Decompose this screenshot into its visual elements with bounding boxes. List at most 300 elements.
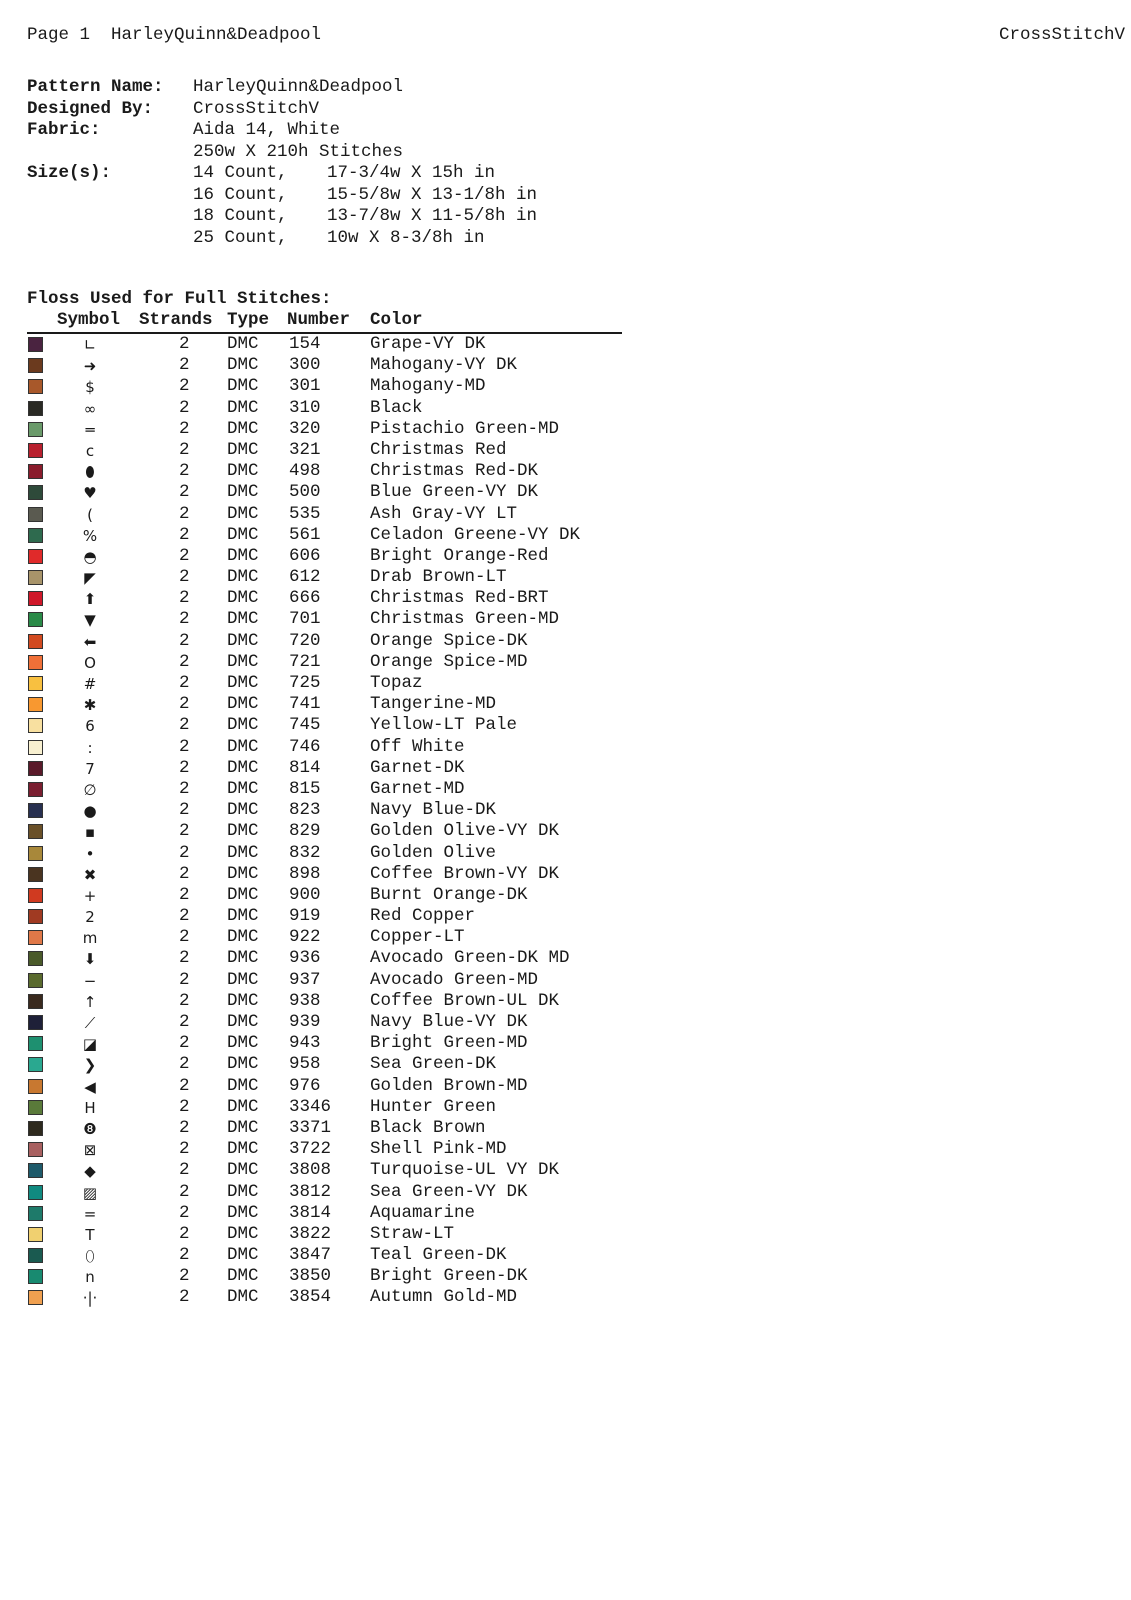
color-swatch [28,782,43,797]
header-symbol: Symbol [57,310,121,330]
table-row [27,567,622,588]
type-cell: DMC [227,757,259,778]
type-cell: DMC [227,524,259,545]
designed-by-value: CrossStitchV [193,98,320,119]
color-swatch [28,507,43,522]
strands-cell: 2 [179,673,190,693]
number-cell: 938 [289,990,321,1011]
symbol-glyph: − [83,971,97,990]
symbol-glyph: = [83,1204,97,1223]
table-row [27,1118,622,1139]
header-designer: CrossStitchV [999,25,1126,45]
color-name-cell: Mahogany-VY DK [370,355,518,376]
color-name-cell: Red Copper [370,906,476,927]
table-row [27,991,622,1012]
type-cell: DMC [227,778,259,799]
symbol-glyph: + [83,886,97,905]
table-row [27,673,622,694]
type-cell: DMC [227,673,259,693]
color-swatch [28,740,43,755]
strands-cell: 2 [179,1223,190,1244]
number-cell: 936 [289,948,321,969]
strands-cell: 2 [179,376,190,397]
type-cell: DMC [227,1287,259,1308]
color-name-cell: Copper-LT [370,927,465,948]
type-cell: DMC [227,567,259,588]
number-cell: 900 [289,884,321,905]
symbol-glyph: ◀ [84,1077,96,1096]
color-name-cell: Sea Green-DK [370,1054,497,1075]
color-name-cell: Bright Green-DK [370,1266,528,1287]
size-dimension: 10w X 8-3/8h in [327,227,485,248]
table-row [27,504,622,525]
type-cell: DMC [227,1075,259,1096]
symbol-glyph: ✱ [83,696,97,715]
table-row [27,694,622,715]
symbol-glyph: ● [83,802,97,821]
type-cell: DMC [227,990,259,1011]
symbol-glyph: ▪ [84,823,96,842]
color-swatch [28,401,43,416]
floss-table [27,310,622,1309]
type-cell: DMC [227,842,259,863]
type-cell: DMC [227,821,259,842]
color-swatch [28,994,43,1009]
strands-cell: 2 [179,567,190,588]
color-swatch [28,867,43,882]
size-count: 14 Count, [193,163,288,183]
color-name-cell: Drab Brown-LT [370,567,507,588]
color-name-cell: Navy Blue-DK [370,800,497,821]
type-cell: DMC [227,1117,259,1138]
strands-cell: 2 [179,1160,190,1181]
number-cell: 939 [289,1012,321,1032]
symbol-glyph: H [84,1098,96,1117]
color-swatch [28,888,43,903]
type-cell: DMC [227,355,259,376]
symbol-glyph: ◓ [83,547,97,566]
symbol-glyph: ◤ [84,569,96,588]
table-row [27,906,622,927]
number-cell: 300 [289,355,321,376]
color-swatch [28,697,43,712]
color-name-cell: Avocado Green-DK MD [370,948,570,969]
color-swatch [28,676,43,691]
number-cell: 320 [289,418,321,439]
color-swatch [28,1206,43,1221]
strands-cell: 2 [179,1054,190,1075]
table-row [27,525,622,546]
header-strands: Strands [139,310,213,330]
size-count: 18 Count, [193,206,288,226]
table-row [27,461,622,482]
strands-cell: 2 [179,736,190,757]
symbol-glyph: ◪ [82,1035,98,1054]
type-cell: DMC [227,1160,259,1181]
color-name-cell: Burnt Orange-DK [370,884,528,905]
number-cell: 815 [289,778,321,799]
color-name-cell: Orange Spice-MD [370,651,528,672]
strands-cell: 2 [179,948,190,969]
table-row [27,1182,622,1203]
strands-cell: 2 [179,609,190,630]
type-cell: DMC [227,927,259,948]
color-name-cell: Ash Gray-VY LT [370,503,518,524]
number-cell: 725 [289,673,321,693]
color-name-cell: Golden Olive [370,842,497,863]
symbol-glyph: ·|· [82,1289,98,1308]
pattern-name-label: Pattern Name: [27,77,164,97]
number-cell: 154 [289,334,321,354]
type-cell: DMC [227,906,259,927]
table-row [27,1139,622,1160]
table-row [27,1160,622,1181]
table-row [27,843,622,864]
color-swatch [28,1121,43,1136]
strands-cell: 2 [179,863,190,884]
strands-cell: 2 [179,503,190,524]
type-cell: DMC [227,715,259,736]
type-cell: DMC [227,884,259,905]
table-row [27,355,622,376]
color-name-cell: Sea Green-VY DK [370,1181,528,1202]
strands-cell: 2 [179,1181,190,1202]
color-name-cell: Off White [370,736,465,757]
type-cell: DMC [227,439,259,460]
size-dimension: 15-5/8w X 13-1/8h in [327,184,538,205]
type-cell: DMC [227,461,259,482]
table-row [27,821,622,842]
strands-cell: 2 [179,651,190,672]
strands-cell: 2 [179,461,190,482]
number-cell: 500 [289,482,321,503]
floss-rows [27,334,622,1309]
color-name-cell: Hunter Green [370,1096,497,1117]
symbol-glyph: ∅ [83,780,97,799]
color-name-cell: Golden Brown-MD [370,1075,528,1096]
number-cell: 3850 [289,1266,332,1287]
type-cell: DMC [227,1012,259,1032]
color-name-cell: Aquamarine [370,1202,476,1223]
number-cell: 721 [289,651,321,672]
color-swatch [28,591,43,606]
symbol-glyph: ♥ [83,484,97,503]
color-swatch [28,1079,43,1094]
table-row [27,715,622,736]
color-name-cell: Shell Pink-MD [370,1139,507,1160]
number-cell: 943 [289,1033,321,1054]
fabric-label: Fabric: [27,120,101,140]
color-name-cell: Grape-VY DK [370,334,486,354]
symbol-glyph: ∟ [83,336,97,354]
color-swatch [28,549,43,564]
number-cell: 919 [289,906,321,927]
table-row [27,885,622,906]
number-cell: 310 [289,397,321,418]
symbol-glyph: O [84,653,96,672]
symbol-glyph: ➜ [83,357,97,376]
type-cell: DMC [227,1139,259,1160]
type-cell: DMC [227,1054,259,1075]
table-row [27,440,622,461]
color-swatch [28,1036,43,1051]
symbol-glyph: % [82,526,98,545]
color-name-cell: Christmas Red [370,439,507,460]
number-cell: 3722 [289,1139,332,1160]
table-row [27,1033,622,1054]
symbol-glyph: ▨ [82,1183,98,1202]
number-cell: 746 [289,736,321,757]
symbol-glyph: • [85,844,95,863]
color-name-cell: Tangerine-MD [370,694,497,715]
number-cell: 3847 [289,1245,332,1266]
color-name-cell: Celadon Greene-VY DK [370,524,581,545]
color-name-cell: Yellow-LT Pale [370,715,518,736]
strands-cell: 2 [179,545,190,566]
strands-cell: 2 [179,1117,190,1138]
color-name-cell: Navy Blue-VY DK [370,1012,528,1032]
number-cell: 3808 [289,1160,332,1181]
number-cell: 922 [289,927,321,948]
header-color: Color [370,310,423,330]
type-cell: DMC [227,1202,259,1223]
strands-cell: 2 [179,630,190,651]
color-swatch [28,973,43,988]
number-cell: 745 [289,715,321,736]
symbol-glyph: ⊠ [83,1141,97,1160]
sizes-label: Size(s): [27,163,112,183]
table-row [27,864,622,885]
symbol-glyph: ↑ [83,992,97,1011]
strands-cell: 2 [179,778,190,799]
color-swatch [28,1290,43,1305]
strands-cell: 2 [179,969,190,990]
symbol-glyph: ⬆ [83,590,97,609]
table-row [27,1097,622,1118]
color-swatch [28,1163,43,1178]
color-swatch [28,528,43,543]
number-cell: 814 [289,757,321,778]
color-name-cell: Coffee Brown-VY DK [370,863,560,884]
strands-cell: 2 [179,884,190,905]
table-row [27,1287,622,1308]
header-number: Number [287,310,351,330]
color-swatch [28,803,43,818]
type-cell: DMC [227,545,259,566]
table-row [27,334,622,355]
symbol-glyph: 6 [85,717,95,736]
table-row [27,779,622,800]
table-row [27,1266,622,1287]
type-cell: DMC [227,1033,259,1054]
number-cell: 898 [289,863,321,884]
type-cell: DMC [227,609,259,630]
color-swatch [28,634,43,649]
color-name-cell: Black [370,397,423,418]
table-row [27,609,622,630]
strands-cell: 2 [179,694,190,715]
strands-cell: 2 [179,439,190,460]
color-name-cell: Topaz [370,673,423,693]
strands-cell: 2 [179,1139,190,1160]
symbol-glyph: ❯ [83,1056,97,1075]
color-name-cell: Straw-LT [370,1223,455,1244]
table-row [27,1012,622,1033]
color-name-cell: Bright Orange-Red [370,545,549,566]
type-cell: DMC [227,1181,259,1202]
number-cell: 3371 [289,1117,332,1138]
strands-cell: 2 [179,1245,190,1266]
strands-cell: 2 [179,355,190,376]
table-row [27,1224,622,1245]
symbol-glyph: ⬮ [85,463,95,482]
color-name-cell: Turquoise-UL VY DK [370,1160,560,1181]
strands-cell: 2 [179,482,190,503]
symbol-glyph: 7 [85,759,95,778]
number-cell: 535 [289,503,321,524]
floss-table-header [27,310,622,334]
size-dimension: 17-3/4w X 15h in [327,163,496,183]
symbol-glyph: n [85,1268,95,1287]
number-cell: 606 [289,545,321,566]
color-name-cell: Bright Green-MD [370,1033,528,1054]
color-swatch [28,337,43,352]
color-name-cell: Christmas Red-BRT [370,588,549,609]
number-cell: 3814 [289,1202,332,1223]
strands-cell: 2 [179,990,190,1011]
number-cell: 958 [289,1054,321,1075]
table-row [27,1203,622,1224]
number-cell: 832 [289,842,321,863]
color-swatch [28,1015,43,1030]
color-name-cell: Garnet-DK [370,757,465,778]
strands-cell: 2 [179,1033,190,1054]
strands-cell: 2 [179,334,190,354]
size-count: 25 Count, [193,227,288,248]
type-cell: DMC [227,482,259,503]
color-name-cell: Orange Spice-DK [370,630,528,651]
color-swatch [28,761,43,776]
symbol-glyph: ❽ [83,1119,97,1138]
type-cell: DMC [227,376,259,397]
color-swatch [28,358,43,373]
type-cell: DMC [227,334,259,354]
number-cell: 666 [289,588,321,609]
strands-cell: 2 [179,906,190,927]
table-row [27,588,622,609]
symbol-glyph: T [85,1225,95,1244]
color-swatch [28,655,43,670]
table-row [27,482,622,503]
color-name-cell: Autumn Gold-MD [370,1287,518,1308]
table-row [27,800,622,821]
type-cell: DMC [227,1096,259,1117]
strands-cell: 2 [179,1096,190,1117]
color-swatch [28,930,43,945]
number-cell: 612 [289,567,321,588]
color-swatch [28,612,43,627]
symbol-glyph: : [87,738,93,757]
table-row [27,546,622,567]
strands-cell: 2 [179,1287,190,1308]
type-cell: DMC [227,694,259,715]
color-swatch [28,464,43,479]
color-swatch [28,570,43,585]
symbol-glyph: ✖ [83,865,97,884]
color-name-cell: Teal Green-DK [370,1245,507,1266]
number-cell: 720 [289,630,321,651]
type-cell: DMC [227,1223,259,1244]
header-type: Type [227,310,270,330]
strands-cell: 2 [179,418,190,439]
color-name-cell: Christmas Green-MD [370,609,560,630]
strands-cell: 2 [179,1012,190,1032]
table-row [27,376,622,397]
symbol-glyph: ⬇ [83,950,97,969]
color-swatch [28,485,43,500]
symbol-glyph: ( [87,505,93,524]
type-cell: DMC [227,863,259,884]
color-swatch [28,1142,43,1157]
symbol-glyph: ▼ [84,611,96,630]
number-cell: 3822 [289,1223,332,1244]
type-cell: DMC [227,588,259,609]
type-cell: DMC [227,651,259,672]
color-name-cell: Coffee Brown-UL DK [370,990,560,1011]
type-cell: DMC [227,1266,259,1287]
table-row [27,631,622,652]
pattern-name-value: HarleyQuinn&Deadpool [193,77,404,97]
table-row [27,652,622,673]
type-cell: DMC [227,397,259,418]
strands-cell: 2 [179,927,190,948]
page-header [27,25,1131,49]
color-name-cell: Avocado Green-MD [370,969,539,990]
table-row [27,737,622,758]
number-cell: 3854 [289,1287,332,1308]
symbol-glyph: c [85,441,95,460]
table-row [27,1245,622,1266]
table-row [27,758,622,779]
color-swatch [28,909,43,924]
number-cell: 829 [289,821,321,842]
type-cell: DMC [227,800,259,821]
floss-section-title: Floss Used for Full Stitches: [27,289,332,309]
symbol-glyph: ⟋ [84,1014,96,1032]
color-swatch [28,1269,43,1284]
type-cell: DMC [227,503,259,524]
symbol-glyph: $ [85,378,95,397]
color-name-cell: Black Brown [370,1117,486,1138]
symbol-glyph: # [83,675,97,693]
strands-cell: 2 [179,1266,190,1287]
type-cell: DMC [227,969,259,990]
type-cell: DMC [227,1245,259,1266]
color-swatch [28,422,43,437]
color-swatch [28,951,43,966]
color-name-cell: Golden Olive-VY DK [370,821,560,842]
color-swatch [28,1185,43,1200]
symbol-glyph: ⬯ [85,1247,95,1266]
type-cell: DMC [227,418,259,439]
color-swatch [28,824,43,839]
number-cell: 701 [289,609,321,630]
symbol-glyph: 2 [85,908,95,927]
color-swatch [28,1248,43,1263]
color-swatch [28,1057,43,1072]
table-row [27,948,622,969]
color-swatch [28,1227,43,1242]
